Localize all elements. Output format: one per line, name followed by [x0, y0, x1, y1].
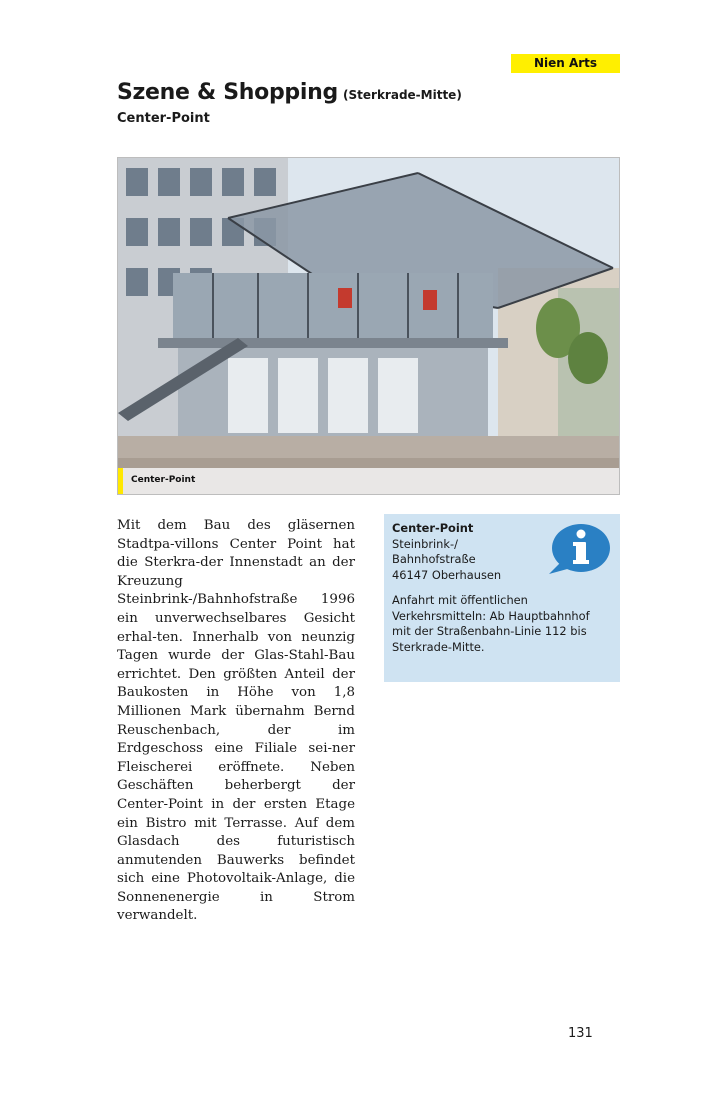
photo-caption: [118, 468, 619, 494]
info-transit-line2: Verkehrsmitteln: Ab Hauptbahnhof: [392, 608, 590, 623]
page-subtitle: Center-Point: [117, 111, 210, 126]
info-name: Center-Point: [392, 521, 474, 535]
info-address-line2: Bahnhofstraße: [392, 552, 476, 566]
photo-illustration: [118, 158, 620, 495]
info-transit-line3: mit der Straßenbahn-Linie 112 bis: [392, 624, 587, 638]
section-tag: Nien Arts: [511, 54, 620, 73]
info-address-line3: 46147 Oberhausen: [392, 567, 502, 582]
photo-caption-text: Center-Point: [131, 475, 196, 485]
info-transit-line1: Anfahrt mit öffentlichen: [392, 593, 528, 607]
center-point-photo: [117, 157, 620, 495]
page-title: [117, 80, 462, 105]
page-number: 131: [568, 1026, 593, 1041]
info-icon: [547, 522, 611, 578]
info-transit-line4: Sterkrade-Mitte.: [392, 639, 485, 654]
title-main: Szene & Shopping: [117, 80, 338, 105]
body-text: Mit dem Bau des gläsernen Stadtpa-villons Center Point hat die Sterkra-der Innenstadt an der Kreuzung Steinbrink-/Bahnhofstraße 1996 ein unverwechselbares Gesicht erhal-ten. Innerhalb von neunzig Tagen wurde der Glas-Stahl-Bau errichtet. Den größten Anteil der Baukosten in Höhe von 1,8 Millionen Mark übernahm Bernd Reuschenbach, der im Erdgeschoss eine Filiale sei-ner Fleischerei eröffnete. Neben Geschäften beherbergt der Center-Point in der ersten Etage ein Bistro mit Terrasse. Auf dem Glasdach des futuristisch anmutenden Bauwerks befindet sich eine Photovoltaik-Anlage, die Sonnenenergie in Strom verwandelt.: [117, 518, 355, 924]
info-address-line1: Steinbrink-/: [392, 536, 458, 551]
title-sub: (Sterkrade-Mitte): [343, 88, 462, 102]
